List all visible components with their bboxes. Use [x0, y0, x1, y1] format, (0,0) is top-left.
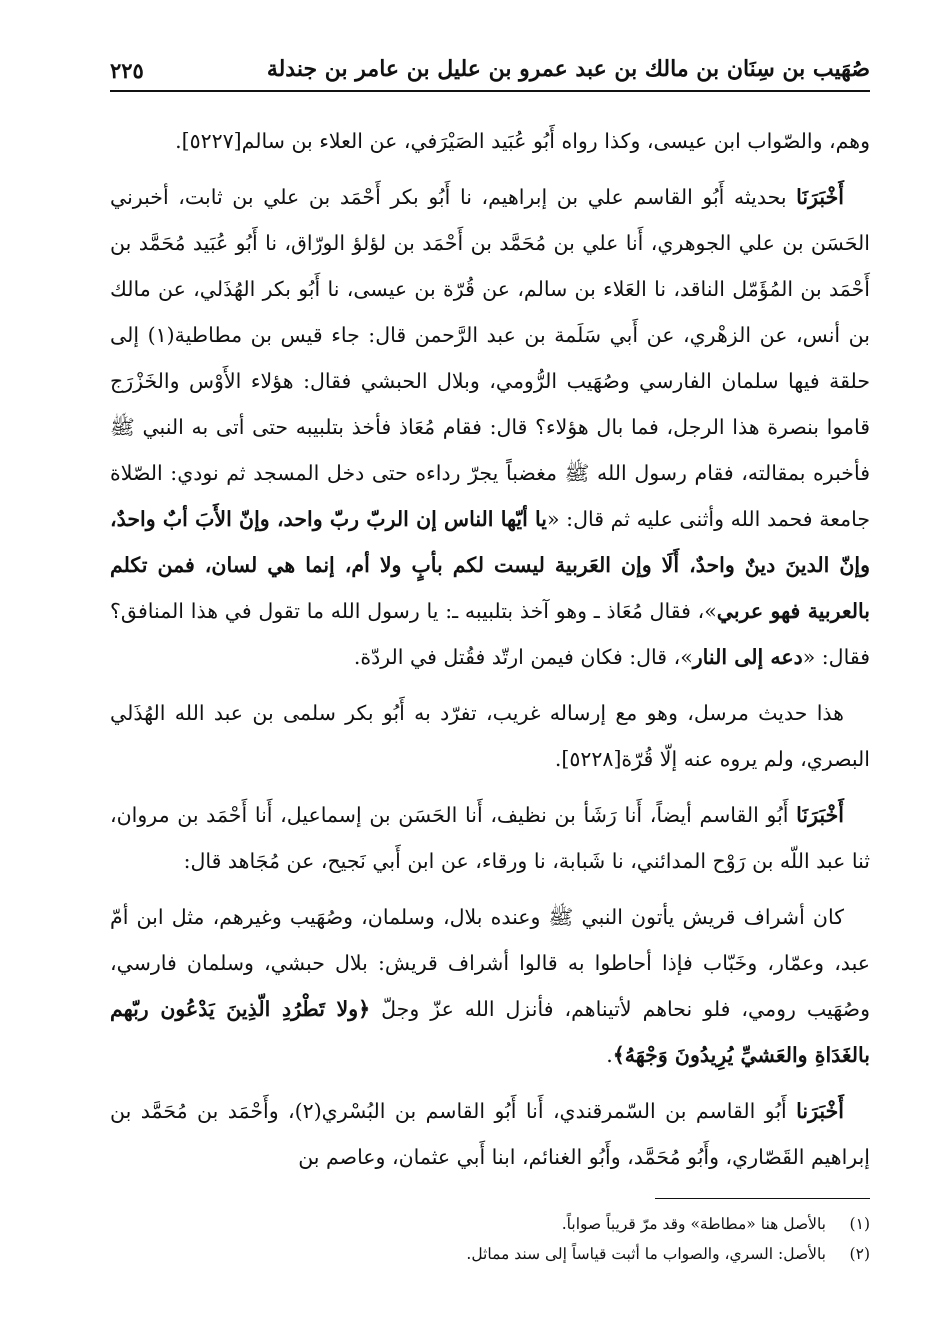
paragraph-2-text-e: »، قال: فكان فيمن ارتّد فقُتل في الردّة. — [353, 645, 693, 669]
running-title: صُهَيب بن سِنَان بن مالك بن عبد عمرو بن عليل بن عامر بن جندلة — [266, 56, 870, 82]
paragraph-4-text: أَبُو القاسم أيضاً، أَنا رَشَأ بن نظيف، أَنا الحَسَن بن إسماعيل، أَنا أَحْمَد بن مروان، ثنا عبد اللّه بن رَوْح المدائني، نا شَبابة، نا ورقاء، عن ابن أَبي نَجيح، عن مُجَاهد قال: — [110, 803, 870, 873]
footnote-text: بالأصل: السري، والصواب ما أثبت قياساً إلى سند مماثل. — [466, 1245, 826, 1263]
paragraph-5 — [110, 894, 870, 1078]
paragraph-5-text-c: . — [606, 1043, 613, 1067]
footnotes — [110, 1209, 870, 1269]
akhbarana-lead: أَخْبَرَنا — [796, 1099, 844, 1123]
main-text — [110, 118, 870, 1180]
page-header — [110, 50, 870, 92]
paragraph-4 — [110, 792, 870, 884]
page-number: ٢٢٥ — [110, 58, 144, 83]
hadith-quote-bold: يا أيّها الناس إن الربّ ربّ واحد، وإنّ الأَبَ أبٌ واحدٌ، وإنّ الدينَ دينٌ واحدٌ، أَلَا وإن العَربية ليست لكم بأبٍ ولا أم، إنما هي لسان، فمن تكلم بالعربية فهو عربي — [110, 507, 870, 623]
paragraph-2 — [110, 174, 870, 680]
paragraph-6-text: أَبُو القاسم بن السّمرقندي، أَنا أَبُو القاسم بن البُسْري(٢)، وأَحْمَد بن مُحَمَّد بن إبراهيم القَصّاري، وأَبُو مُحَمَّد، وأَبُو الغنائم، ابنا أَبي عثمان، وعاصم بن — [110, 1099, 870, 1169]
footnote-separator — [655, 1198, 870, 1199]
paragraph-3: هذا حديث مرسل، وهو مع إرساله غريب، تفرّد به أَبُو بكر سلمى بن عبد الله الهُذَلي البصري، ولم يروه عنه إلّا قُرّة[٥٢٢٨]. — [110, 701, 870, 771]
paragraph-5-text-a: كان أشراف قريش يأتون النبي ﷺ وعنده بلال، وسلمان، وصُهَيب وغيرهم، مثل ابن أمّ عبد، وعمّار، وخَبّاب فإذا أحاطوا به قالوا أشراف قريش: بلال حبشي، وسلمان فارسي، وصُهَيب رومي، فلو نحاهم لأتيناهم، فأنزل الله عزّ وجلّ — [110, 905, 870, 1021]
hadith-reply-bold: دعه إلى النار — [692, 645, 803, 669]
paragraph-2-text-c: »، فقال مُعَاذ ـ وهو آخذ بتلبيبه ـ: يا رسول الله ما تقول في هذا المنافق؟ فقال: « — [110, 599, 870, 669]
document-page — [110, 50, 870, 1269]
akhbarana-lead: أَخْبَرَنَا — [796, 185, 844, 209]
footnote-number: (٢) — [849, 1245, 870, 1263]
footnote-1 — [110, 1209, 870, 1239]
footnote-2 — [110, 1239, 870, 1269]
paragraph-1: وهم، والصّواب ابن عيسى، وكذا رواه أَبُو عُبَيد الصَيْرَفي، عن العلاء بن سالم[٥٢٢٧]. — [175, 129, 870, 153]
quran-verse: ﴿ولا تَطْرُدِ الّذِينَ يَدْعُون ربّهم بالغَدَاةِ والعَشيِّ يُرِيدُونَ وَجْهَهُ﴾ — [110, 997, 870, 1067]
paragraph-6 — [110, 1088, 870, 1180]
footnote-text: بالأصل هنا «مطاطة» وقد مرّ قريباً صواباً. — [561, 1215, 826, 1233]
footnote-number: (١) — [849, 1215, 870, 1233]
akhbarana-lead: أَخْبَرَنَا — [796, 803, 844, 827]
paragraph-2-text-a: بحديثه أَبُو القاسم علي بن إبراهيم، نا أَبُو بكر أَحْمَد بن علي بن ثابت، أخبرني الحَسَن بن علي الجوهري، أَنا علي بن مُحَمَّد بن أَحْمَد بن لؤلؤ الورّاق، نا أَبُو عُبَيد مُحَمَّد بن أَحْمَد بن المُؤَمّل الناقد، نا العَلاء بن سالم، عن قُرّة بن عيسى، نا أَبُو بكر الهُذَلي، عن مالك بن أنس، عن الزهْري، عن أَبي سَلَمة بن عبد الرَّحمن قال: جاء قيس بن مطاطية(١) إلى حلقة فيها سلمان الفارسي وصُهَيب الرُّومي، وبلال الحبشي فقال: هؤلاء الأَوْس والخَزْرَج قاموا بنصرة هذا الرجل، فما بال هؤلاء؟ قال: فقام مُعَاذ فأخذ بتلبيبه حتى أتى به النبي ﷺ فأخبره بمقالته، فقام رسول الله ﷺ مغضباً يجرّ رداءه حتى دخل المسجد ثم نودي: الصّلاة جامعة فحمد الله وأثنى عليه ثم قال: « — [110, 185, 871, 531]
